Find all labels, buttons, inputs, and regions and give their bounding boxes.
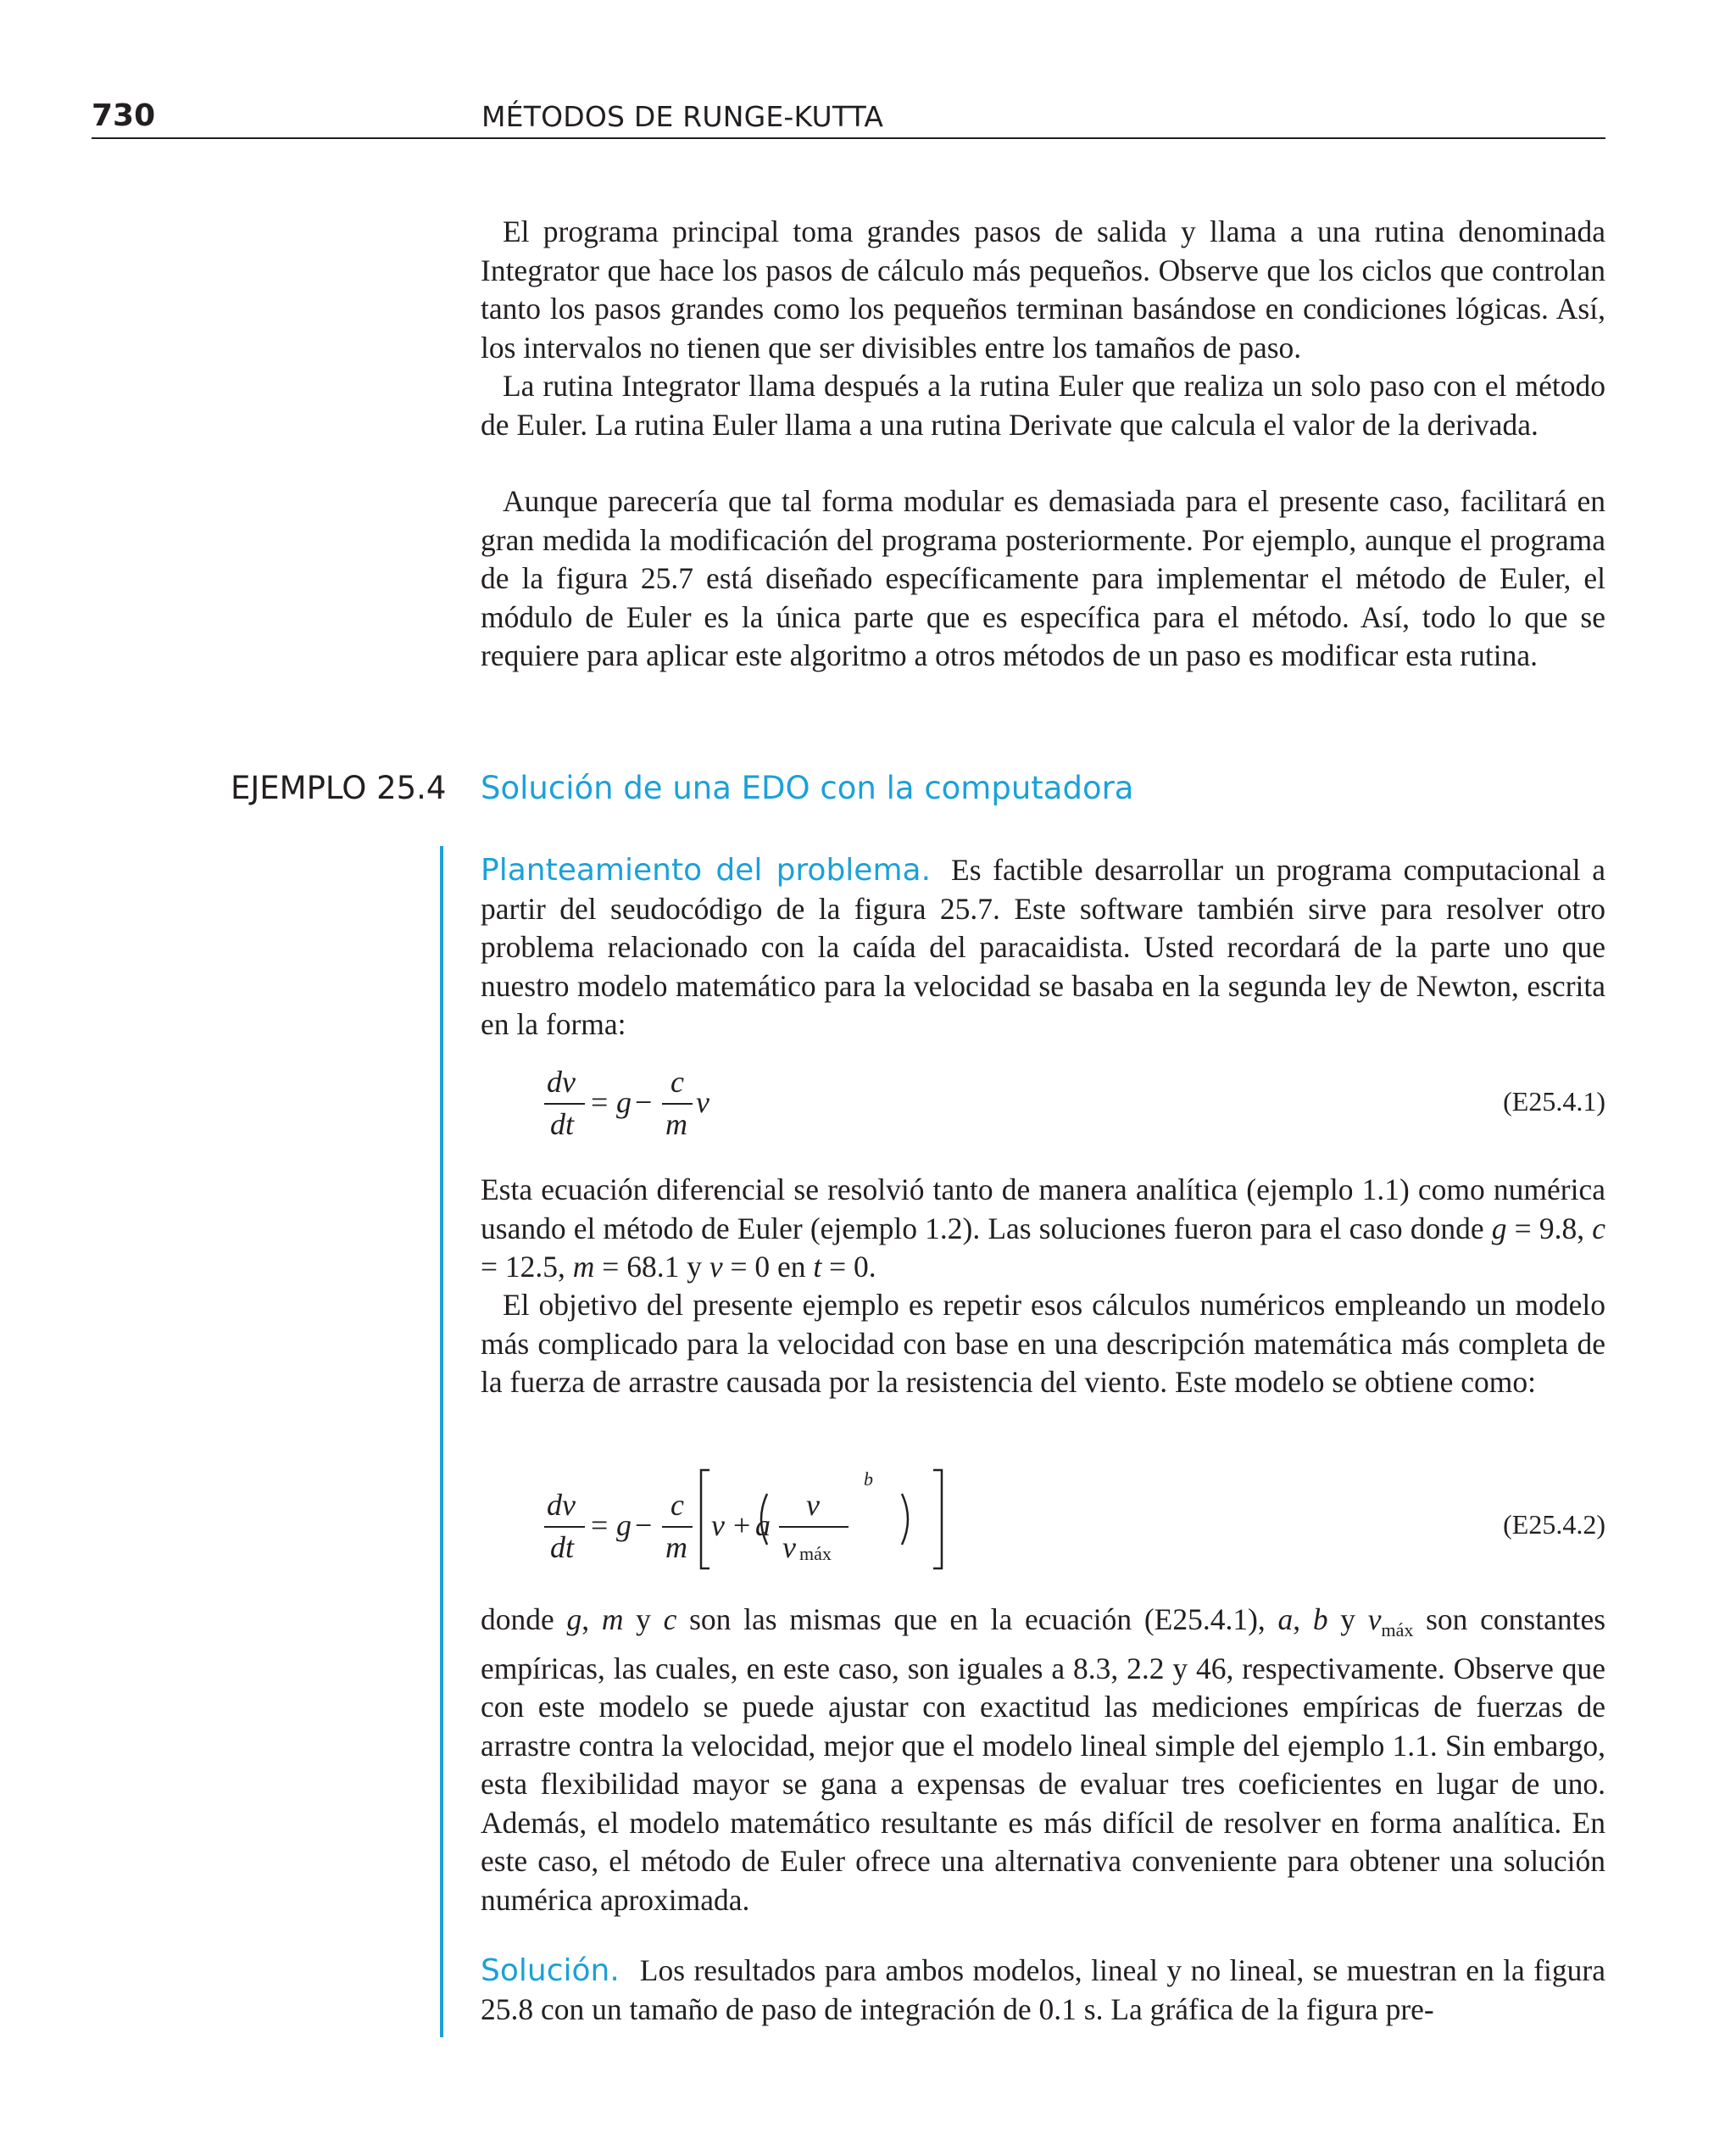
eq2-lhs-denominator: dt [550, 1530, 575, 1564]
after-eq2-t7: son constantes empíricas, las cuales, en este caso, son iguales a 8.3, 2.2 y 46, respectivamente. Observe que con este modelo se puede ajustar con exactitud las mediciones empíricas de fuerzas de arrastre contra la velocidad, mejor que el modelo lineal simple del ejemplo 1.1. Sin embargo, esta flexibilidad mayor se gana a expensas de evaluar tres coeficientes en lugar de uno. Además, el modelo matemático resultante es más difícil de resolver en forma analítica. En este caso, el método de Euler ofrece una alternativa conveniente para obtener una solución numérica aproximada. [481, 1602, 1606, 1917]
eq2-c: c [670, 1488, 684, 1522]
eq2-lhs-fraction-bar [544, 1526, 585, 1528]
eq2-v: v [711, 1508, 725, 1542]
eq1-m: m [665, 1107, 687, 1141]
var-vmax: v [1367, 1602, 1382, 1636]
cond-g: g [1491, 1211, 1507, 1245]
cond-m-value: = 68.1 y [594, 1250, 709, 1284]
eq2-inner-denominator-sub: máx [799, 1543, 832, 1564]
eq2-m: m [665, 1530, 687, 1564]
eq1-lhs-denominator: dt [550, 1107, 575, 1141]
eq1-lhs-numerator: dv [547, 1065, 576, 1099]
eq2-equals: = [591, 1508, 609, 1542]
eq2-inner-fraction-bar [779, 1526, 849, 1528]
eq1-equals: = [591, 1085, 609, 1119]
solution-text: Los resultados para ambos modelos, lineal y no lineal, se muestran en la figura 25.8 con un tamaño de paso de integración de 0.1 s. La gráfica de la figura pre- [481, 1953, 1605, 2026]
paragraph-after-eq2 [481, 1601, 1605, 1919]
equation-e25-4-1 [481, 1064, 1605, 1140]
eq1-c: c [670, 1065, 684, 1099]
eq2-minus: − [635, 1508, 653, 1542]
after-eq2-t4: son las mismas que en la ecuación (E25.4.1), [676, 1602, 1278, 1636]
example-label: EJEMPLO 25.4 [231, 770, 447, 806]
cond-t-value: = 0. [821, 1250, 876, 1284]
solution-paragraph [481, 1952, 1605, 2029]
var-vmax-sub: máx [1381, 1619, 1414, 1641]
eq1-fraction-bar [662, 1103, 693, 1105]
equation-e25-4-2 [481, 1462, 1605, 1577]
problem-statement [481, 851, 1605, 1044]
eq1-lhs-fraction-bar [544, 1103, 585, 1105]
after-eq2-t5: , [1293, 1602, 1313, 1636]
running-title: MÉTODOS DE RUNGE-KUTTA [481, 100, 884, 133]
eq2-inner-numerator: v [806, 1488, 820, 1522]
eq1-v: v [696, 1085, 709, 1119]
after-eq2-t2: , [581, 1602, 602, 1636]
var-m: m [601, 1602, 624, 1636]
eq1-g: g [616, 1085, 632, 1119]
cond-t: t [813, 1250, 822, 1284]
after-eq2-t3: y [623, 1602, 664, 1636]
cond-v-value: = 0 en [722, 1250, 814, 1284]
cond-c-value: = 12.5, [481, 1250, 573, 1284]
var-g: g [566, 1602, 582, 1636]
eq2-plus: + [733, 1508, 751, 1542]
cond-v: v [709, 1250, 723, 1284]
after-eq2-t6: y [1327, 1602, 1368, 1636]
intro-paragraph-2: La rutina Integrator llama después a la rutina Euler que realiza un solo paso con el método de Euler. La rutina Euler llama a una rutina Derivate que calcula el valor de la derivada. [481, 369, 1605, 442]
var-b: b [1312, 1602, 1328, 1636]
running-header [92, 95, 1605, 139]
eq2-lhs-numerator: dv [547, 1488, 576, 1522]
eq2-exponent-b: b [864, 1468, 873, 1490]
eq2-fraction-bar [662, 1526, 693, 1528]
var-c: c [663, 1602, 677, 1636]
objective-paragraph: El objetivo del presente ejemplo es repetir esos cálculos numéricos empleando un modelo más complicado para la velocidad con base en una descripción matemática más completa de la fuerza de arrastre causada por la resistencia del viento. Este modelo se obtiene como: [481, 1288, 1605, 1399]
eq1-number: (E25.4.1) [1503, 1086, 1605, 1117]
page-number: 730 [92, 98, 156, 133]
var-a: a [1277, 1602, 1294, 1636]
cond-g-value: = 9.8, [1506, 1211, 1593, 1245]
eq2-inner-denominator: v [782, 1530, 796, 1564]
after-eq2-t1: donde [481, 1602, 567, 1636]
problem-heading: Planteamiento del problema. [481, 853, 932, 888]
problem-text: Es factible desarrollar un programa computacional a partir del seudocódigo de la figura 25.7. Este software también sirve para resolver otro problema relacionado con la caída del paracaidista. Usted recordará de la parte uno que nuestro modelo matemático para la velocidad se basaba en la segunda ley de Newton, escrita en la forma: [481, 853, 1606, 1041]
example-side-rule [440, 846, 443, 2037]
intro-paragraph-1: El programa principal toma grandes pasos de salida y llama a una rutina denominada Integrator que hace los pasos de cálculo más pequeños. Observe que los ciclos que controlan tanto los pasos grandes como los pequeños terminan basándose en condiciones lógicas. Así, los intervalos no tienen que ser divisibles entre los tamaños de paso. [481, 214, 1605, 365]
cond-m: m [572, 1250, 595, 1284]
intro-paragraph-3: Aunque parecería que tal forma modular es demasiada para el presente caso, facilitará en gran medida la modificación del programa posteriormente. Por ejemplo, aunque el programa de la figura 25.7 está diseñado específicamente para implementar el método de Euler, el módulo de Euler es la única parte que es específica para el método. Así, todo lo que se requiere para aplicar este algoritmo a otros métodos de un paso es modificar esta rutina. [481, 484, 1605, 672]
example-title: Solución de una EDO con la computadora [481, 770, 1134, 806]
cond-c: c [1592, 1211, 1605, 1245]
eq2-a: a [755, 1508, 771, 1542]
after-eq1-text: Esta ecuación diferencial se resolvió tanto de manera analítica (ejemplo 1.1) como numérica usando el método de Euler (ejemplo 1.2). Las soluciones fueron para el caso donde [481, 1172, 1605, 1245]
paragraph-after-eq1 [481, 1171, 1605, 1287]
solution-heading: Solución. [481, 1953, 620, 1988]
eq1-minus: − [635, 1085, 653, 1119]
eq2-g: g [616, 1508, 632, 1542]
eq2-number: (E25.4.2) [1503, 1509, 1605, 1540]
